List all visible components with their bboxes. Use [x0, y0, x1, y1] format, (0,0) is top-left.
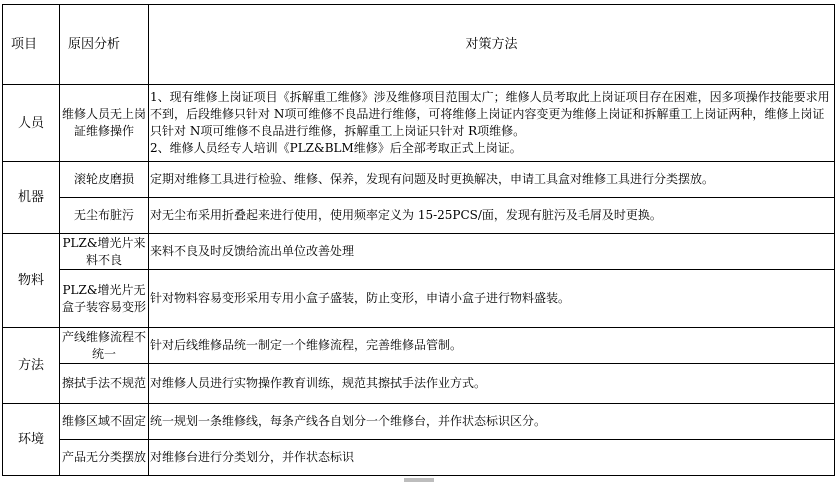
measure-line: 定期对维修工具进行检验、维修、保养，发现有问题及时更换解决，申请工具盒对维修工具进行分类摆放。: [150, 172, 715, 186]
measure-cell: [149, 270, 835, 328]
cause-text: PLZ&增光片来料不良: [62, 235, 146, 267]
measure-cell: [149, 440, 835, 476]
cause-text: 维修人员无上岗証维修操作: [62, 107, 147, 138]
header-item: 项目: [3, 5, 60, 85]
category-cell: 环境: [3, 404, 60, 476]
table-row: [3, 404, 835, 440]
cause-cell: [60, 234, 149, 270]
measure-cell: [149, 234, 835, 270]
header-row: [3, 5, 835, 85]
table-row: [3, 234, 835, 270]
measure-line: 针对后线维修品统一制定一个维修流程，完善维修品管制。: [150, 338, 463, 352]
table-row: [3, 270, 835, 328]
cause-cell: [60, 162, 149, 198]
cause-cell: [60, 440, 149, 476]
table-row: [3, 85, 835, 162]
measure-cell: [149, 328, 835, 364]
measure-cell: [149, 198, 835, 234]
header-cause: 原因分析: [60, 5, 149, 85]
cause-text: 滚轮皮磨损: [73, 172, 134, 186]
table-row: [3, 364, 835, 404]
cause-text: 产线维修流程不统一: [62, 329, 147, 361]
table-row: [3, 328, 835, 364]
measure-cell: [149, 162, 835, 198]
header-measure: 对策方法: [149, 5, 835, 85]
measure-line: 对维修台进行分类划分，并作状态标识: [150, 450, 355, 464]
measure-line: 对无尘布采用折叠起来进行使用，使用频率定义为 15-25PCS/面，发现有脏污及毛屑及时更换。: [150, 208, 662, 222]
cause-cell: [60, 270, 149, 328]
cause-text: 产品无分类摆放: [62, 450, 147, 464]
category-cell: 机器: [3, 162, 60, 234]
cause-text: 擦拭手法不规范: [62, 376, 147, 390]
cause-cell: [60, 404, 149, 440]
measure-line: 统一规划一条维修线，每条产线各自划分一个维修台，并作状态标识区分。: [150, 414, 547, 428]
countermeasure-table: [2, 4, 835, 476]
table-row: [3, 198, 835, 234]
table-row: [3, 440, 835, 476]
measure-line: 对维修人员进行实物操作教育训练，规范其擦拭手法作业方式。: [150, 376, 487, 390]
cause-cell: [60, 364, 149, 404]
page-resize-handle: [404, 478, 434, 482]
measure-line: 1、现有维修上岗证项目《拆解重工维修》涉及维修项目范围太广；维修人员考取此上岗证项目存在困难，因多项操作技能要求用不到，后段维修只针对 N项可维修不良品进行维修，可将维修上岗证内容变更为维修上岗证和拆解重工上岗证两种，维修上岗证只针对 N项可维修不良品进行维修，拆解重工上岗证只针对 R项维修。: [150, 90, 830, 138]
cause-cell: [60, 198, 149, 234]
category-cell: 方法: [3, 328, 60, 404]
cause-text: PLZ&增光片无盒子装容易变形: [62, 282, 147, 314]
measure-line: 来料不良及时反馈给流出单位改善处理: [150, 244, 355, 258]
measure-cell: [149, 404, 835, 440]
cause-text: 维修区域不固定: [62, 414, 147, 428]
cause-text: 无尘布脏污: [73, 208, 134, 222]
cause-cell: [60, 328, 149, 364]
measure-line: 针对物料容易变形采用专用小盒子盛装，防止变形，申请小盒子进行物料盛装。: [150, 291, 571, 305]
category-cell: 物料: [3, 234, 60, 328]
table-row: [3, 162, 835, 198]
measure-line: 2、维修人员经专人培训《PLZ&BLM维修》后全部考取正式上岗证。: [150, 141, 522, 155]
measure-cell: [149, 85, 835, 162]
table-container: [2, 4, 835, 476]
cause-cell: [60, 85, 149, 162]
measure-cell: [149, 364, 835, 404]
category-cell: 人员: [3, 85, 60, 162]
